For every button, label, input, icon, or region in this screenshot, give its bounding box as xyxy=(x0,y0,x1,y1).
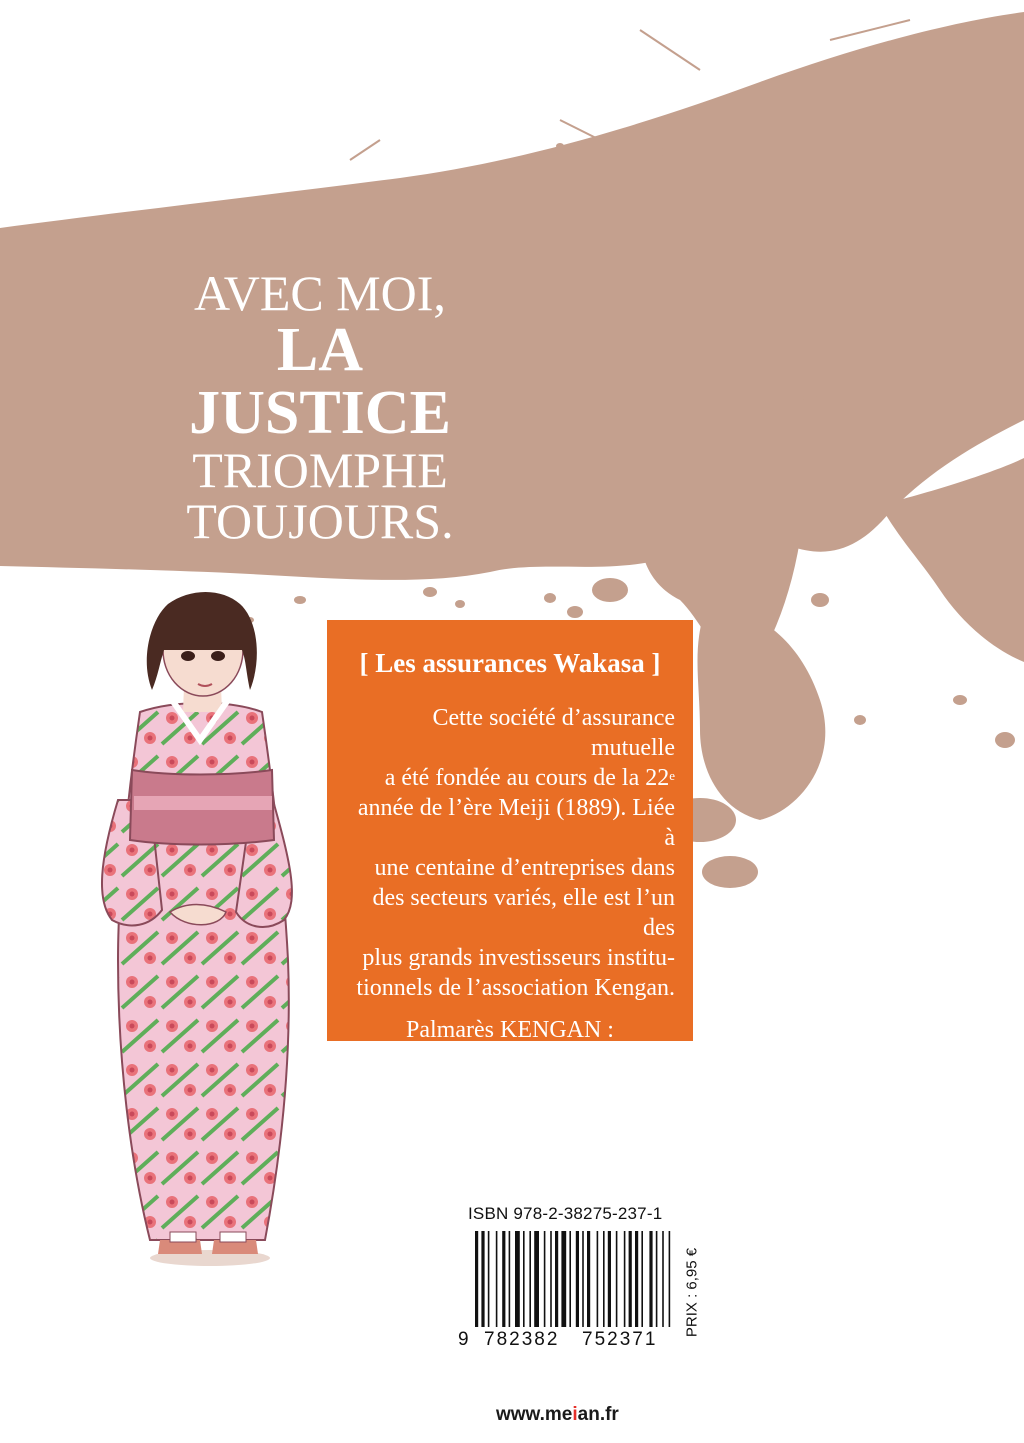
barcode-bar xyxy=(569,1231,571,1327)
ordinal-suffix: e xyxy=(669,768,675,783)
paragraph-line: Cette société d’assurance mutuelle xyxy=(432,705,675,761)
record-label: Palmarès KENGAN : xyxy=(406,1017,614,1043)
barcode-bar xyxy=(475,1231,478,1327)
barcode-bar xyxy=(523,1231,525,1327)
barcode-bar xyxy=(534,1231,539,1327)
barcode-bar xyxy=(635,1231,638,1327)
barcode-bar xyxy=(496,1231,498,1327)
tagline-line-3: TRIOMPHE xyxy=(192,442,448,499)
barcode-bar xyxy=(597,1231,599,1327)
barcode-bar xyxy=(616,1231,618,1327)
publisher-website xyxy=(496,1404,619,1426)
price-label xyxy=(682,1234,702,1354)
barcode-bar xyxy=(481,1231,484,1327)
barcode-bar xyxy=(576,1231,579,1327)
barcode-bar xyxy=(662,1231,664,1327)
tagline-line-4: TOUJOURS. xyxy=(186,493,454,550)
website-suffix: an.fr xyxy=(577,1404,619,1425)
barcode-right-digits: 752371 xyxy=(582,1329,658,1350)
barcode-panel xyxy=(456,1198,708,1408)
barcode-bar xyxy=(629,1231,632,1327)
barcode-bar xyxy=(608,1231,611,1327)
paragraph-line: tionnels de l’association Kengan. xyxy=(356,975,675,1001)
paragraph-line: année de l’ère Meiji (1889). Liée à xyxy=(357,795,675,851)
barcode-bar xyxy=(550,1231,552,1327)
website-accent: i xyxy=(572,1404,578,1425)
barcode-graphic xyxy=(475,1231,675,1341)
barcode-bar xyxy=(582,1231,584,1327)
barcode-bar xyxy=(502,1231,505,1327)
barcode-bar xyxy=(641,1231,643,1327)
barcode-bar xyxy=(544,1231,546,1327)
paragraph-line: des secteurs variés, elle est l’un des xyxy=(372,885,675,941)
website-prefix: www.me xyxy=(496,1404,573,1425)
paragraph-line: a été fondée au cours de la 22 xyxy=(384,765,670,791)
barcode-left-digits: 782382 xyxy=(484,1329,560,1350)
barcode-bar xyxy=(669,1231,671,1327)
isbn-text: ISBN 978-2-38275-237-1 xyxy=(468,1204,663,1223)
info-box-title: [ Les assurances Wakasa ] xyxy=(359,648,661,678)
tagline-line-2: LA JUSTICE xyxy=(189,316,451,448)
tagline-line-1: AVEC MOI, xyxy=(194,265,446,321)
barcode-bar xyxy=(509,1231,511,1327)
barcode-bar xyxy=(587,1231,590,1327)
barcode-bar xyxy=(515,1231,520,1327)
barcode-bar xyxy=(555,1231,558,1327)
paragraph-line: une centaine d’entreprises dans xyxy=(374,855,675,881)
barcode-lead-digit: 9 xyxy=(458,1329,469,1350)
barcode-bar xyxy=(488,1231,490,1327)
barcode-bar xyxy=(624,1231,626,1327)
barcode-bar xyxy=(561,1231,566,1327)
barcode-bar xyxy=(603,1231,605,1327)
paragraph-line-with-ordinal xyxy=(345,763,675,793)
company-info-box xyxy=(327,620,693,1073)
barcode-bar xyxy=(656,1231,658,1327)
paragraph-line: plus grands investisseurs institu- xyxy=(362,945,675,971)
barcode-bar xyxy=(649,1231,652,1327)
record-value: 1366 victoires et 909 défaites. xyxy=(365,1047,655,1073)
barcode-bar xyxy=(529,1231,531,1327)
tagline xyxy=(150,265,490,550)
record-block xyxy=(345,1015,675,1075)
info-box-paragraph xyxy=(345,703,675,1003)
price-text: PRIX : 6,95 € xyxy=(683,1247,701,1338)
